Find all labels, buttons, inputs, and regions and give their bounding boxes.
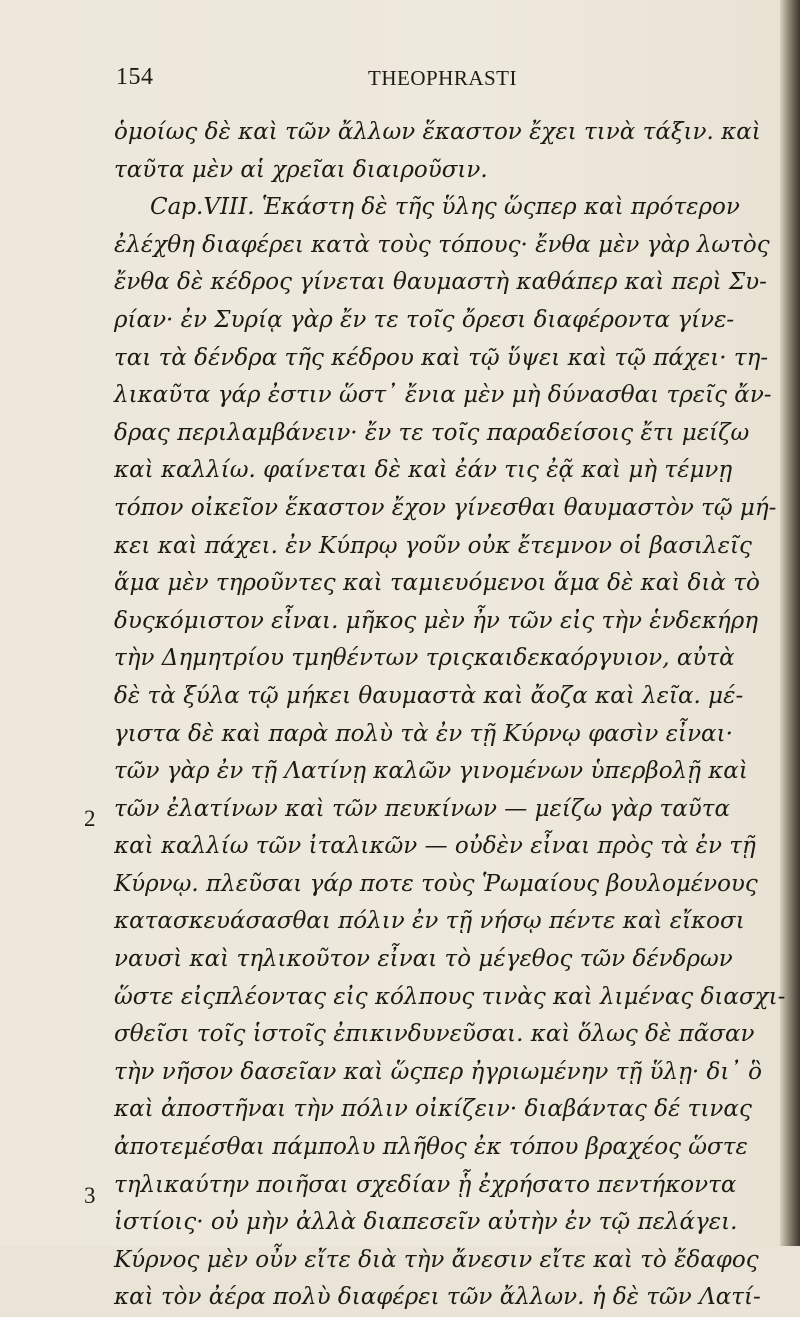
margin-section-number: 2 [84, 806, 96, 831]
running-title: THEOPHRASTI [368, 66, 518, 90]
text-line: τὴν νῆσον δασεῖαν καὶ ὥςπερ ἠγριωμένην τῇ ὕλῃ· δι᾽ ὃ [114, 1058, 762, 1085]
text-line: δρας περιλαμβάνειν· ἔν τε τοῖς παραδείσοις ἔτι μείζω [114, 419, 750, 446]
text-line: καὶ τὸν ἀέρα πολὺ διαφέρει τῶν ἄλλων. ἡ δὲ τῶν Λατί- [114, 1284, 761, 1311]
text-line: Κύρνῳ. πλεῦσαι γάρ ποτε τοὺς Ῥωμαίους βουλομένους [114, 870, 758, 897]
text-line: ρίαν· ἐν Συρίᾳ γὰρ ἔν τε τοῖς ὄρεσι διαφέροντα γίνε- [114, 306, 735, 333]
text-line: κει καὶ πάχει. ἐν Κύπρῳ γοῦν οὐκ ἔτεμνον οἱ βασιλεῖς [114, 532, 752, 559]
page-number: 154 [116, 64, 154, 90]
page-header [0, 64, 800, 100]
text-line: κατασκευάσασθαι πόλιν ἐν τῇ νήσῳ πέντε καὶ εἴκοσι [114, 908, 745, 935]
text-line: ἱστίοις· οὐ μὴν ἀλλὰ διαπεσεῖν αὐτὴν ἐν τῷ πελάγει. [114, 1209, 738, 1236]
text-line: ὥστε εἰςπλέοντας εἰς κόλπους τινὰς καὶ λιμένας διασχι- [114, 983, 786, 1010]
text-line: λικαῦτα γάρ ἐστιν ὥστ᾽ ἔνια μὲν μὴ δύνασθαι τρεῖς ἄν- [114, 382, 772, 409]
text-line: δὲ τὰ ξύλα τῷ μήκει θαυμαστὰ καὶ ἄοζα καὶ λεῖα. μέ- [114, 682, 744, 709]
text-line: Κύρνος μὲν οὖν εἴτε διὰ τὴν ἄνεσιν εἴτε καὶ τὸ ἔδαφος [114, 1246, 759, 1273]
text-line: γιστα δὲ καὶ παρὰ πολὺ τὰ ἐν τῇ Κύρνῳ φασὶν εἶναι· [114, 720, 733, 747]
chapter-heading-line: Cap.VIII. Ἑκάστη δὲ τῆς ὕλης ὥςπερ καὶ πρότερον [150, 194, 740, 221]
text-line: τῶν ἐλατίνων καὶ τῶν πευκίνων — μείζω γὰρ ταῦτα [114, 795, 731, 822]
text-line: ται τὰ δένδρα τῆς κέδρου καὶ τῷ ὕψει καὶ τῷ πάχει· τη- [114, 344, 769, 371]
body-text [114, 114, 794, 1317]
text-line: τῶν γὰρ ἐν τῇ Λατίνῃ καλῶν γινομένων ὑπερβολῇ καὶ [114, 758, 748, 785]
margin-section-number: 3 [84, 1183, 96, 1208]
text-line: τὴν Δημητρίου τμηθέντων τριςκαιδεκαόργυιον, αὐτὰ [114, 645, 735, 672]
text-line: ἅμα μὲν τηροῦντες καὶ ταμιευόμενοι ἅμα δὲ καὶ διὰ τὸ [114, 570, 760, 597]
text-line: τόπον οἰκεῖον ἕκαστον ἔχον γίνεσθαι θαυμαστὸν τῷ μή- [114, 494, 777, 521]
text-line: ναυσὶ καὶ τηλικοῦτον εἶναι τὸ μέγεθος τῶν δένδρων [114, 946, 733, 973]
text-line: σθεῖσι τοῖς ἱστοῖς ἐπικινδυνεῦσαι. καὶ ὅλως δὲ πᾶσαν [114, 1021, 755, 1048]
text-line: καὶ καλλίω. φαίνεται δὲ καὶ ἐάν τις ἐᾷ καὶ μὴ τέμνῃ [114, 457, 733, 484]
text-line: ὁμοίως δὲ καὶ τῶν ἄλλων ἕκαστον ἔχει τινὰ τάξιν. καὶ [114, 119, 761, 145]
text-line: τηλικαύτην ποιῆσαι σχεδίαν ᾗ ἐχρήσατο πεντήκοντα [114, 1171, 737, 1198]
text-line: δυςκόμιστον εἶναι. μῆκος μὲν ἦν τῶν εἰς τὴν ἑνδεκήρη [114, 607, 758, 634]
text-line: ταῦτα μὲν αἱ χρεῖαι διαιροῦσιν. [114, 156, 488, 183]
text-line: ἐλέχθη διαφέρει κατὰ τοὺς τόπους· ἔνθα μὲν γὰρ λωτὸς [114, 231, 770, 258]
text-line: ἔνθα δὲ κέδρος γίνεται θαυμαστὴ καθάπερ καὶ περὶ Συ- [114, 269, 767, 296]
text-line: ἀποτεμέσθαι πάμπολυ πλῆθος ἐκ τόπου βραχέος ὥστε [114, 1134, 748, 1161]
text-line: καὶ ἀποστῆναι τὴν πόλιν οἰκίζειν· διαβάντας δέ τινας [114, 1096, 752, 1123]
text-line: καὶ καλλίω τῶν ἰταλικῶν — οὐδὲν εἶναι πρὸς τὰ ἐν τῇ [114, 833, 756, 860]
